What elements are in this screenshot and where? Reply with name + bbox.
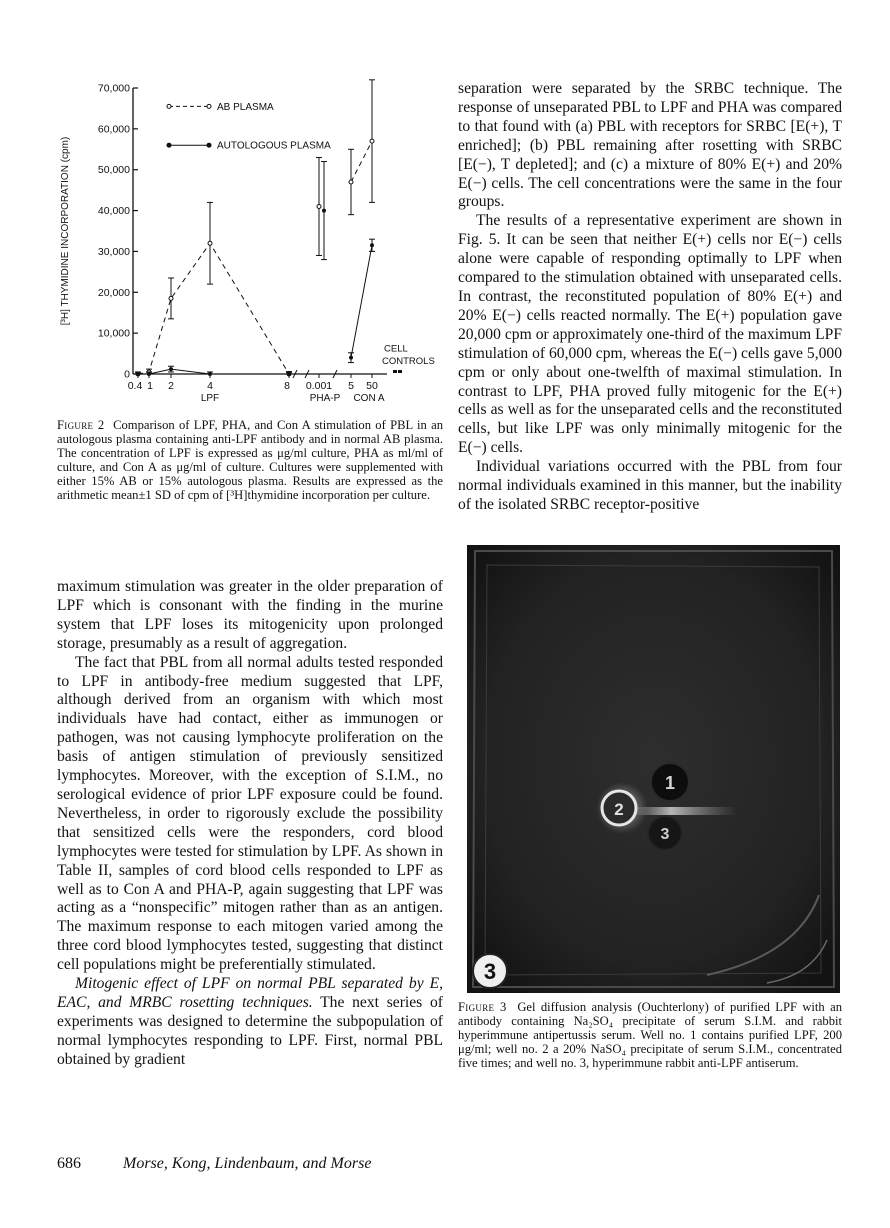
figure3-caption-text: Gel diffusion analysis (Ouchterlony) of purified LPF with an antibody containing Na₂SO₄ precipitate of serum S.I.M. and rabbit hyperimmune antipertussis serum. Well no. 1 contains purified LPF, 200 μg/ml; well no. 2 a 20% NaSO₄ precipitate of serum S.I.M., concentrated five times; and well no. 3, hyperimmune rabbit anti-LPF antiserum.: [458, 1000, 842, 1071]
x-tick-label: 2: [168, 380, 174, 392]
x-tick-label: 50: [366, 380, 378, 392]
series-line: [351, 245, 372, 357]
data-point: [370, 243, 374, 247]
series-line: [138, 243, 289, 374]
data-point: [322, 209, 326, 213]
legend-marker: [167, 104, 171, 108]
y-axis-label: [³H] THYMIDINE INCORPORATION (cpm): [60, 136, 71, 326]
x-tick-label: 0.001: [305, 380, 333, 392]
figure3-caption: [458, 1000, 842, 1070]
data-point: [208, 241, 212, 245]
left-column-text: [57, 578, 443, 1070]
left-paragraph-1: maximum stimulation was greater in the older preparation of LPF which is consonant with the finding in the murine system that LPF loses its mitogenicity upon prolonged storage, presumably as a result of aggregation.: [57, 578, 443, 652]
cell-control-marker: [393, 370, 397, 373]
cell-control-marker: [398, 370, 402, 373]
x-group-label: LPF: [200, 393, 220, 404]
y-tick-label: 0: [124, 368, 130, 381]
y-tick-label: 70,000: [97, 82, 130, 95]
figure2-caption-label: Figure 2: [57, 418, 105, 432]
figure3-caption-label: Figure 3: [458, 1000, 507, 1014]
well-2: [602, 791, 636, 825]
legend-marker: [207, 104, 211, 108]
data-point: [169, 296, 173, 300]
x-tick-label: 4: [207, 380, 213, 392]
x-tick-label: 0.4: [127, 380, 143, 392]
footer-authors: Morse, Kong, Lindenbaum, and Morse: [123, 1155, 372, 1172]
right-paragraph-3: Individual variations occurred with the PBL from four normal individuals examined in this manner, but the inability of the isolated SRBC receptor-positive: [458, 458, 842, 513]
right-column-text: [458, 80, 842, 515]
x-tick-label: 5: [348, 380, 354, 392]
data-point: [370, 139, 374, 143]
x-tick-label: 8: [284, 380, 290, 392]
data-point: [208, 372, 212, 376]
data-point: [287, 372, 291, 376]
cell-controls-label: CELL: [384, 343, 408, 355]
cell-controls-label: CONTROLS: [382, 356, 435, 368]
x-tick-label: 1: [147, 380, 153, 392]
series-line: [351, 141, 372, 182]
y-tick-label: 10,000: [97, 327, 130, 340]
x-group-label: CON A: [353, 393, 385, 404]
figure2-caption: [57, 418, 443, 503]
left-paragraph-3-text: The next series of experiments was designed to determine the subpopulation of normal lymphocytes responding to LPF. First, normal PBL obtained by gradient: [57, 993, 443, 1068]
data-point: [349, 356, 353, 360]
legend-label: AB PLASMA: [217, 101, 274, 113]
well-3-label: 3: [660, 826, 670, 843]
y-tick-label: 60,000: [97, 123, 130, 136]
legend-marker: [207, 143, 211, 147]
legend-label: AUTOLOGOUS PLASMA: [217, 140, 331, 152]
y-tick-label: 40,000: [97, 205, 130, 218]
right-paragraph-2: The results of a representative experiment are shown in Fig. 5. It can be seen that neither E(+) cells nor E(−) cells alone were capable of responding optimally to LPF when compared to the stimulation obtained with unseparated cells. In contrast, the reconstituted population of 80% E(+) and 20% E(−) cells reacted normally. The E(+) population gave 20,000 cpm or approximately one-third of the maximum LPF stimulation of 60,000 cpm, whereas the E(−) cells gave 5,000 cpm or only about one-twelfth of maximal stimulation. In contrast to LPF, PHA proved fully mitogenic for the E(+) cells as well as for the unseparated cells and the reconstituted cells, but like LPF was only minimally mitogenic for the E(−) cells.: [458, 212, 842, 457]
plate-number-badge: [473, 954, 507, 988]
well-1: [651, 763, 689, 801]
figure3-gel-photo: [467, 545, 840, 993]
section-heading: Mitogenic effect of LPF on normal PBL separated by E, EAC, and MRBC rosetting techniques.: [57, 975, 443, 1011]
x-group-label: PHA-P: [309, 393, 341, 404]
data-point: [147, 372, 151, 376]
y-tick-label: 30,000: [97, 245, 130, 258]
right-paragraph-1: separation were separated by the SRBC technique. The response of unseparated PBL to LPF and PHA was compared to that found with (a) PBL with receptors for SRBC [E(+), T enriched]; (b) PBL remaining after rosetting with SRBC [E(−), T depleted]; and (c) a mixture of 80% E(+) and 20% E(−) cells. The cell concentrations were the same in the four groups.: [458, 80, 842, 211]
data-point: [349, 180, 353, 184]
well-2-label: 2: [614, 800, 624, 819]
legend-marker: [167, 143, 171, 147]
figure2-chart: [57, 76, 449, 416]
left-paragraph-2: The fact that PBL from all normal adults tested responded to LPF in antibody-free medium suggested that LPF, although derived from an organism with which most individuals have had contact, either as immunogen or pathogen, was not causing lymphocyte proliferation on the basis of antigen stimulation of previously sensitized lymphocytes. Moreover, with the exception of S.I.M., no serological evidence of prior LPF exposure could be found. Nevertheless, in order to rigorously exclude the possibility that sensitized cells were the responders, cord blood lymphocytes were tested for stimulation by LPF. As shown in Table II, samples of cord blood cells responded to LPF as well as to Con A and PHA-P, again suggesting that LPF was acting as a “nonspecific” mitogen rather than as an antigen. The maximum response to each mitogen varied among the three cord blood lymphocytes tested, suggesting that distinct cell populations might be preferentially stimulated.: [57, 653, 443, 974]
page-footer: [57, 1155, 371, 1173]
plate-number-label: 3: [483, 959, 497, 984]
page-number: 686: [57, 1155, 81, 1172]
well-3: [648, 816, 682, 850]
y-tick-label: 20,000: [97, 286, 130, 299]
data-point: [169, 367, 173, 371]
data-point: [136, 372, 140, 376]
data-point: [317, 204, 321, 208]
y-tick-label: 50,000: [97, 164, 130, 177]
figure2-caption-text: Comparison of LPF, PHA, and Con A stimulation of PBL in an autologous plasma containing anti-LPF antibody and in normal AB plasma. The concentration of LPF is expressed as μg/ml culture, PHA as ml/ml of culture, and Con A as μg/ml of culture. Cultures were supplemented with either 15% AB or 15% autologous plasma. Results are expressed as the arithmetic mean±1 SD of cpm of [³H]thymidine incorporation per culture.: [57, 418, 443, 503]
series-line: [138, 369, 289, 374]
well-1-label: 1: [664, 773, 676, 793]
left-paragraph-3: [57, 975, 443, 1070]
